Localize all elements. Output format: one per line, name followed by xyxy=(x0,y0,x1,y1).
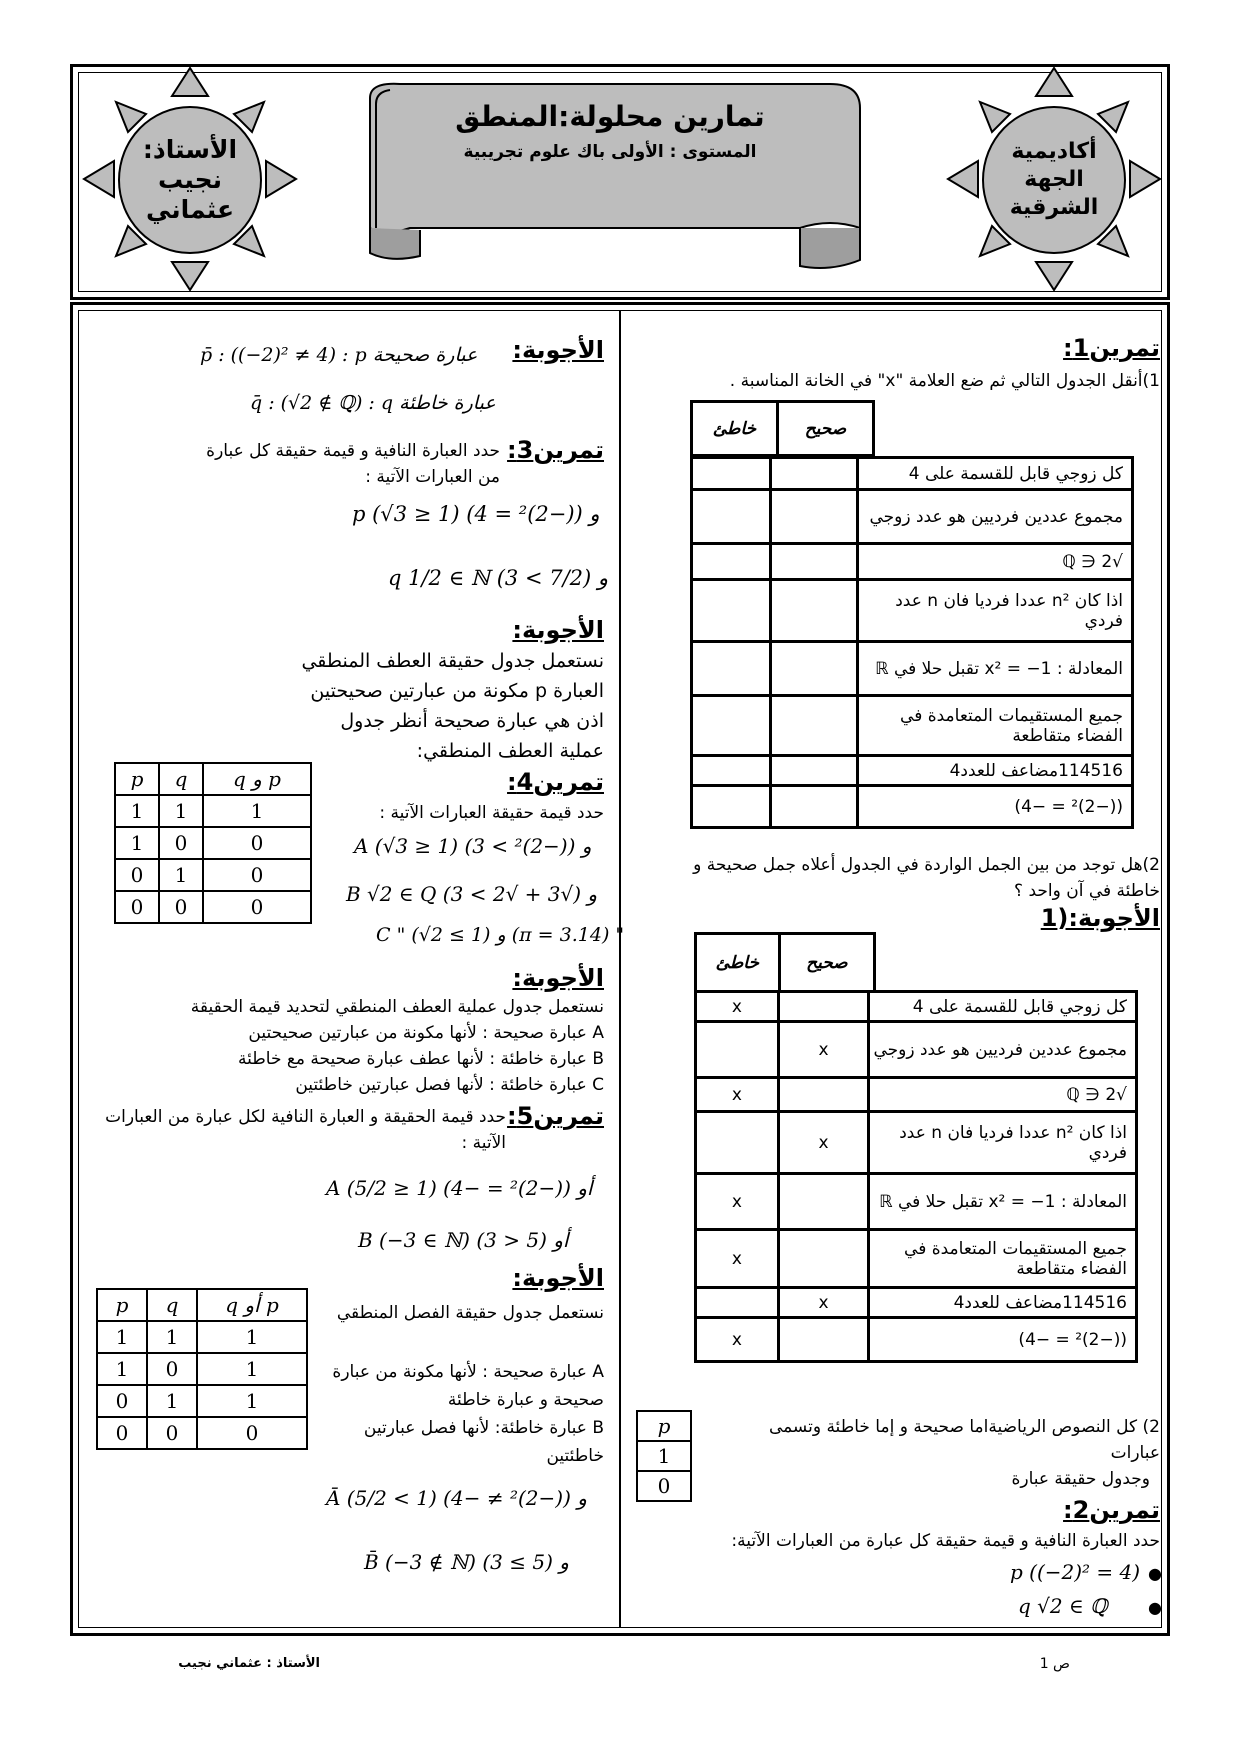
p-truth-table xyxy=(636,1410,692,1502)
ans3-title: الأجوبة: xyxy=(512,616,604,644)
or-cell: 1 xyxy=(197,1385,307,1417)
p-truth-cell: 0 xyxy=(637,1471,691,1501)
ans4-line: B عبارة خاطئة : لأنها عطف عبارة صحيحة مع خاطئة xyxy=(237,1049,604,1069)
page-subtitle: المستوى : الأولى باك علوم تجريبية xyxy=(463,142,757,162)
ex3-title: تمرين3: xyxy=(507,436,604,464)
and-cell: 1 xyxy=(203,795,311,827)
ex4-C: C " (√2 ≤ 1) و (π = 3.14) " xyxy=(376,924,625,946)
academy-badge-line2: الجهة xyxy=(1024,167,1084,192)
and-cell: 1 xyxy=(159,859,203,891)
ex3-text: حدد العبارة النافية و قيمة حقيقة كل عبارة من العبارات الآتية : xyxy=(206,441,500,487)
p-truth-cell: 1 xyxy=(637,1441,691,1471)
or-cell: 1 xyxy=(97,1353,147,1385)
ans4-line: A عبارة صحيحة : لأنها مكونة من عبارتين صحيحتين xyxy=(248,1023,604,1043)
and-cell: 0 xyxy=(115,859,159,891)
or-cell: q xyxy=(147,1289,197,1321)
ans1-row: جميع المستقيمات المتعامدة في الفضاء متقاطعة xyxy=(869,1230,1137,1288)
ex2-p: p ((−2)² = 4) xyxy=(1010,1560,1141,1584)
neg-A: Ā (5/2 < 1) و ((−2)² ≠ −4) xyxy=(326,1486,587,1510)
ans1-row: مجموع عددين فرديين هو عدد زوجي xyxy=(869,1022,1137,1078)
or-cell: 0 xyxy=(197,1417,307,1449)
ex5-text: حدد قيمة الحقيقة و العبارة النافية لكل عبارة من العبارات الآتية : xyxy=(105,1107,506,1153)
or-cell: 1 xyxy=(147,1321,197,1353)
or-cell: 0 xyxy=(97,1417,147,1449)
ex2-title: تمرين2: xyxy=(1063,1496,1160,1524)
and-cell: 0 xyxy=(203,827,311,859)
teacher-badge-line2: نجيب xyxy=(157,165,223,194)
ex4-title: تمرين4: xyxy=(507,768,604,796)
and-cell: q xyxy=(159,763,203,795)
ex1-row: 114516مضاعف للعدد4 xyxy=(858,756,1133,786)
ex1-question1: 1)أنقل الجدول التالي ثم ضع العلامة "x" في الخانة المناسبة . xyxy=(729,371,1160,391)
ex1-row: كل زوجي قابل للقسمة على 4 xyxy=(858,458,1133,490)
mark-true: x xyxy=(778,1112,869,1174)
ans1-row: ((−2)² = −4) xyxy=(869,1318,1137,1362)
ex4-B: B √2 ∈ Q و (√3 + √2 > 3) xyxy=(346,882,598,906)
academy-badge-line3: الشرقية xyxy=(1009,195,1099,220)
and-cell: 0 xyxy=(115,891,159,923)
mark-false: x xyxy=(696,1078,779,1112)
ans5-line: نستعمل جدول حقيقة الفصل المنطقي xyxy=(336,1303,604,1323)
neg-B: B̄ (−3 ∉ ℕ) و (5 ≥ 3) xyxy=(364,1550,569,1574)
ans-title: الأجوبة: xyxy=(512,336,604,364)
mark-false: x xyxy=(696,1318,779,1362)
ans4-line: نستعمل جدول عملية العطف المنطقي لتحديد قيمة الحقيقة xyxy=(190,997,604,1017)
ans5-line: B عبارة خاطئة: لأنها فصل عبارتين خاطئتين xyxy=(363,1418,604,1466)
ex5-title: تمرين5: xyxy=(507,1102,604,1130)
ans1-table-head xyxy=(694,932,1160,993)
ex1-title: تمرين1: xyxy=(1063,334,1160,362)
or-cell: 1 xyxy=(97,1321,147,1353)
page-title: تمارين محلولة:المنطق xyxy=(455,100,765,133)
and-cell: 1 xyxy=(115,795,159,827)
mark-false: x xyxy=(696,1230,779,1288)
or-cell: q أو p xyxy=(197,1289,307,1321)
q-negation: q̄ : (√2 ∉ ℚ) : q عبارة خاطئة xyxy=(250,392,496,414)
ans5-title: الأجوبة: xyxy=(512,1264,604,1292)
mark-true: x xyxy=(778,1288,869,1318)
ex5-B: B (−3 ∈ ℕ) أو (5 < 3) xyxy=(358,1228,569,1252)
ans5-line: A عبارة صحيحة : لأنها مكونة من عبارة صحيحة و عبارة خاطئة xyxy=(332,1362,604,1410)
footer-author: الأستاذ : عثماني نجيب xyxy=(178,1656,320,1671)
ans3-line: اذن هي عبارة صحيحة أنظر جدول xyxy=(340,710,604,732)
ans1-row: المعادلة : x² = −1 تقبل حلا في ℝ xyxy=(869,1174,1137,1230)
teacher-badge-line1: الأستاذ: xyxy=(142,135,238,164)
bullet-icon: ● xyxy=(1148,1564,1162,1583)
ex1-row: اذا كان n² عددا فرديا فان n عدد فردي xyxy=(858,580,1133,642)
col-false-header: خاطئ xyxy=(692,402,778,456)
mark-true: x xyxy=(778,1022,869,1078)
or-cell: p xyxy=(97,1289,147,1321)
ex4-A: A (√3 ≥ 1) و ((−2)² > 3) xyxy=(354,834,592,858)
mark-false xyxy=(696,1022,779,1078)
ans1-row: كل زوجي قابل للقسمة على 4 xyxy=(869,992,1137,1022)
ex1-row: ((−2)² = −4) xyxy=(858,786,1133,828)
ans2-line1: 2) كل النصوص الرياضيةاما صحيحة و إما خاطئة وتسمى عبارات xyxy=(768,1417,1160,1463)
and-cell: 0 xyxy=(159,891,203,923)
ex2-q: q √2 ∈ ℚ xyxy=(1018,1594,1108,1618)
and-cell: q و p xyxy=(203,763,311,795)
teacher-badge xyxy=(118,106,262,254)
column-divider xyxy=(619,310,621,1628)
or-truth-table xyxy=(96,1288,308,1450)
or-cell: 1 xyxy=(197,1321,307,1353)
or-cell: 1 xyxy=(147,1385,197,1417)
p-truth-cell: p xyxy=(637,1411,691,1441)
p-negation: p̄ : ((−2)² ≠ 4) : p عبارة صحيحة xyxy=(200,344,478,366)
bullet-icon: ● xyxy=(1148,1598,1162,1617)
ans4-line: C عبارة خاطئة : لأنها فصل عبارتين خاطئتين xyxy=(295,1075,604,1095)
mark-false xyxy=(696,1288,779,1318)
ex1-table xyxy=(690,400,1160,457)
or-cell: 0 xyxy=(147,1353,197,1385)
ex1-table-body xyxy=(690,456,1134,829)
mark-true xyxy=(778,1318,869,1362)
or-cell: 1 xyxy=(197,1353,307,1385)
academy-badge-line1: أكاديمية xyxy=(1011,139,1097,164)
ex3-p: p (√3 ≥ 1) و ((−2)² = 4) xyxy=(352,502,600,526)
col-true-header: صحيح xyxy=(777,402,873,456)
and-cell: 0 xyxy=(159,827,203,859)
ex1-row: √2 ∈ ℚ xyxy=(858,544,1133,580)
ex5-A: A (5/2 ≥ 1) أو ((−2)² = −4) xyxy=(326,1176,593,1200)
ex3-q: q 1/2 ∈ ℕ و (7/2 > 3) xyxy=(388,566,609,590)
ans1-table xyxy=(694,990,1138,1363)
ex1-row: المعادلة : x² = −1 تقبل حلا في ℝ xyxy=(858,642,1133,696)
ans3-line: نستعمل جدول حقيقة العطف المنطقي xyxy=(301,650,604,672)
mark-true xyxy=(778,1078,869,1112)
ans-col-true-header: صحيح xyxy=(779,934,875,992)
ex1-question2: 2)هل توجد من بين الجمل الواردة في الجدول أعلاه جمل صحيحة و خاطئة في آن واحد ؟ xyxy=(693,855,1160,901)
ans4-title: الأجوبة: xyxy=(512,964,604,992)
ex1-row: جميع المستقيمات المتعامدة في الفضاء متقاطعة xyxy=(858,696,1133,756)
footer-page: ص 1 xyxy=(1039,1656,1070,1672)
and-cell: 1 xyxy=(159,795,203,827)
mark-false: x xyxy=(696,992,779,1022)
mark-false: x xyxy=(696,1174,779,1230)
ex4-text: حدد قيمة حقيقة العبارات الآتية : xyxy=(379,803,604,823)
ans1-row: اذا كان n² عددا فرديا فان n عدد فردي xyxy=(869,1112,1137,1174)
and-cell: 1 xyxy=(115,827,159,859)
academy-badge xyxy=(982,106,1126,254)
ans1-row: 114516مضاعف للعدد4 xyxy=(869,1288,1137,1318)
ex1-row: مجموع عددين فرديين هو عدد زوجي xyxy=(858,490,1133,544)
ex2-text: حدد العبارة النافية و قيمة حقيقة كل عبارة من العبارات الآتية: xyxy=(731,1531,1160,1551)
mark-true xyxy=(778,992,869,1022)
mark-true xyxy=(778,1230,869,1288)
mark-true xyxy=(778,1174,869,1230)
and-truth-table xyxy=(114,762,312,924)
ans1-row: √2 ∈ ℚ xyxy=(869,1078,1137,1112)
teacher-badge-line3: عثماني xyxy=(145,195,235,224)
or-cell: 0 xyxy=(147,1417,197,1449)
ans-col-false-header: خاطئ xyxy=(696,934,780,992)
and-cell: 0 xyxy=(203,891,311,923)
or-cell: 0 xyxy=(97,1385,147,1417)
ans3-line: العبارة p مكونة من عبارتين صحيحتين xyxy=(310,680,604,702)
ans2-line2: وجدول حقيقة عبارة xyxy=(1011,1469,1150,1489)
and-cell: p xyxy=(115,763,159,795)
ans1-title: الأجوبة:(1 xyxy=(1040,904,1160,932)
and-cell: 0 xyxy=(203,859,311,891)
ans3-line: عملية العطف المنطقي: xyxy=(416,740,604,762)
mark-false xyxy=(696,1112,779,1174)
